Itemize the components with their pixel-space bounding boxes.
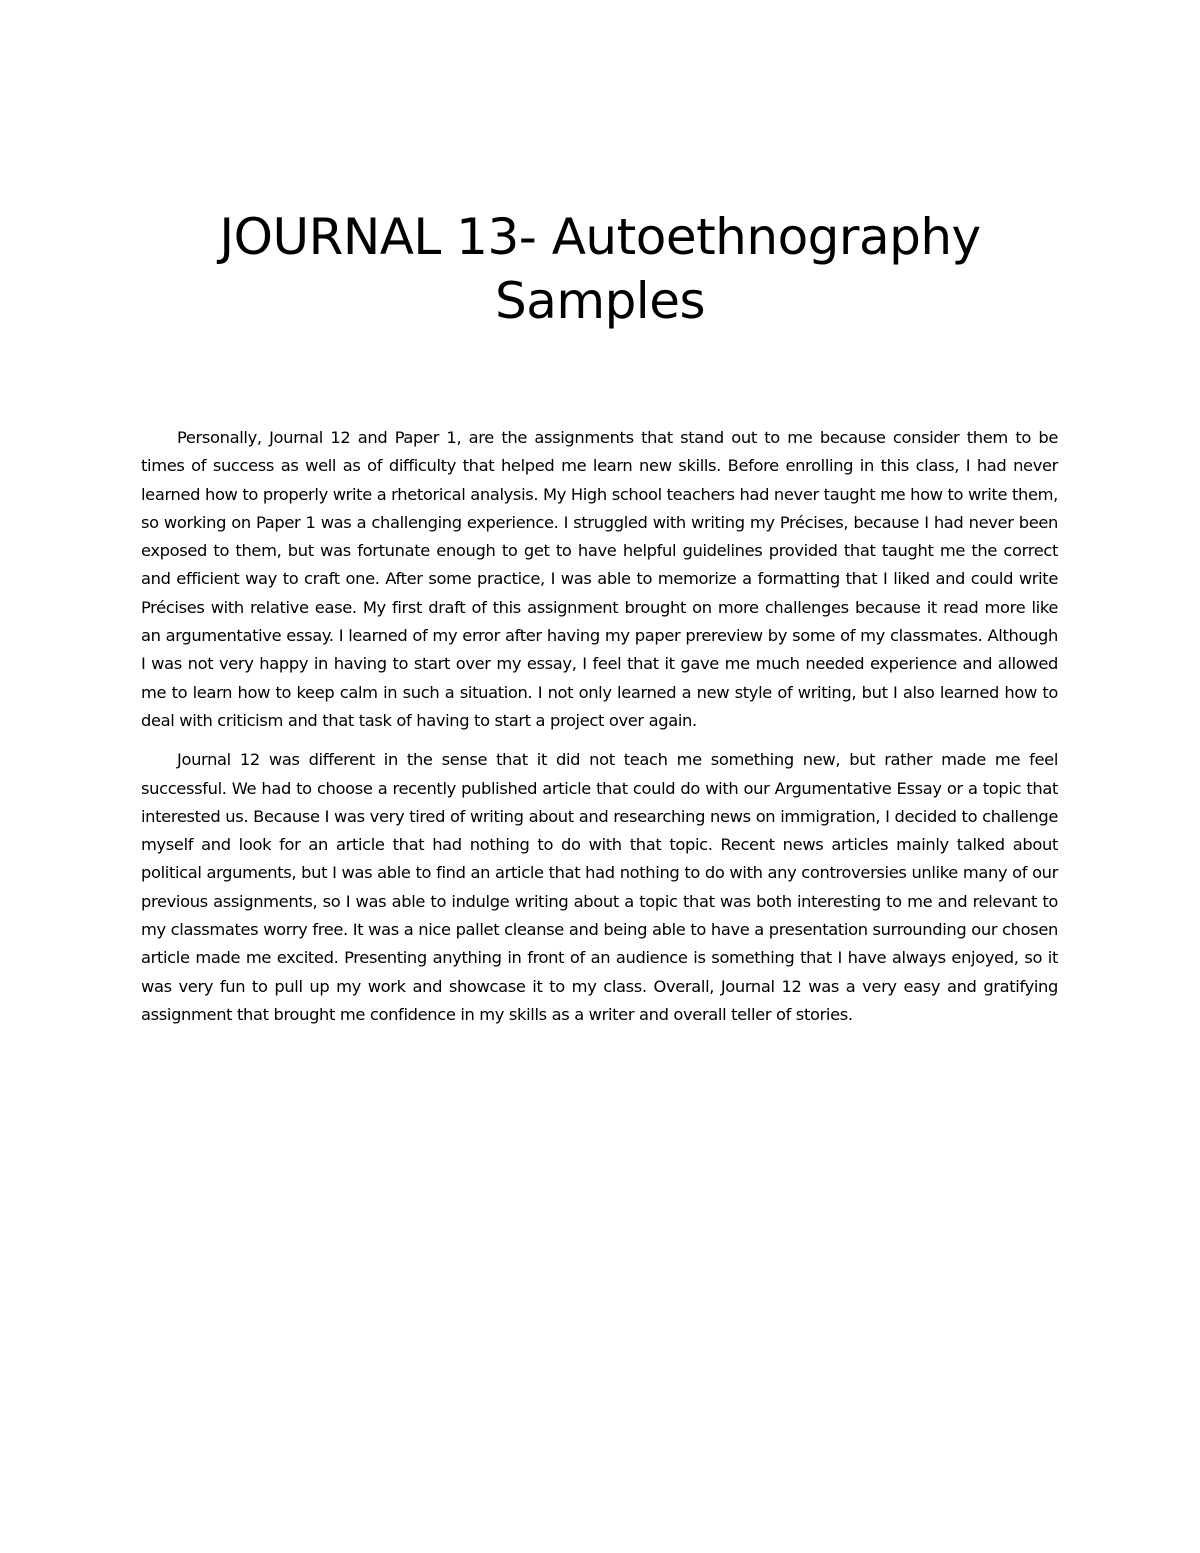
document-title: [140, 205, 1060, 333]
paragraph-1: Personally, Journal 12 and Paper 1, are the assignments that stand out to me because consider them to be times of success as well as of difficulty that helped me learn new skills. Before enrolling in this class, I had never learned how to properly write a rhetorical analysis. My High school teachers had never taught me how to write them, so working on Paper 1 was a challenging experience. I struggled with writing my Précises, because I had never been exposed to them, but was fortunate enough to get to have helpful guidelines provided that taught me the correct and efficient way to craft one. After some practice, I was able to memorize a formatting that I liked and could write Précises with relative ease. My first draft of this assignment brought on more challenges because it read more like an argumentative essay. I learned of my error after having my paper prereview by some of my classmates. Although I was not very happy in having to start over my essay, I feel that it gave me much needed experience and allowed me to learn how to keep calm in such a situation. I not only learned a new style of writing, but I also learned how to deal with criticism and that task of having to start a project over again.: [141, 428, 1058, 730]
paragraph-2: Journal 12 was different in the sense that it did not teach me something new, but rather made me feel successful. We had to choose a recently published article that could do with our Argumentative Essay or a topic that interested us. Because I was very tired of writing about and researching news on immigration, I decided to challenge myself and look for an article that had nothing to do with that topic. Recent news articles mainly talked about political arguments, but I was able to find an article that had nothing to do with any controversies unlike many of our previous assignments, so I was able to indulge writing about a topic that was both interesting to me and relevant to my classmates worry free. It was a nice pallet cleanse and being able to have a presentation surrounding our chosen article made me excited. Presenting anything in front of an audience is something that I have always enjoyed, so it was very fun to pull up my work and showcase it to my class. Overall, Journal 12 was a very easy and gratifying assignment that brought me confidence in my skills as a writer and overall teller of stories.: [141, 750, 1058, 1024]
document-body: [141, 424, 1058, 1040]
title-line-2: Samples: [494, 272, 706, 330]
title-line-1: JOURNAL 13- Autoethnography: [219, 208, 981, 266]
